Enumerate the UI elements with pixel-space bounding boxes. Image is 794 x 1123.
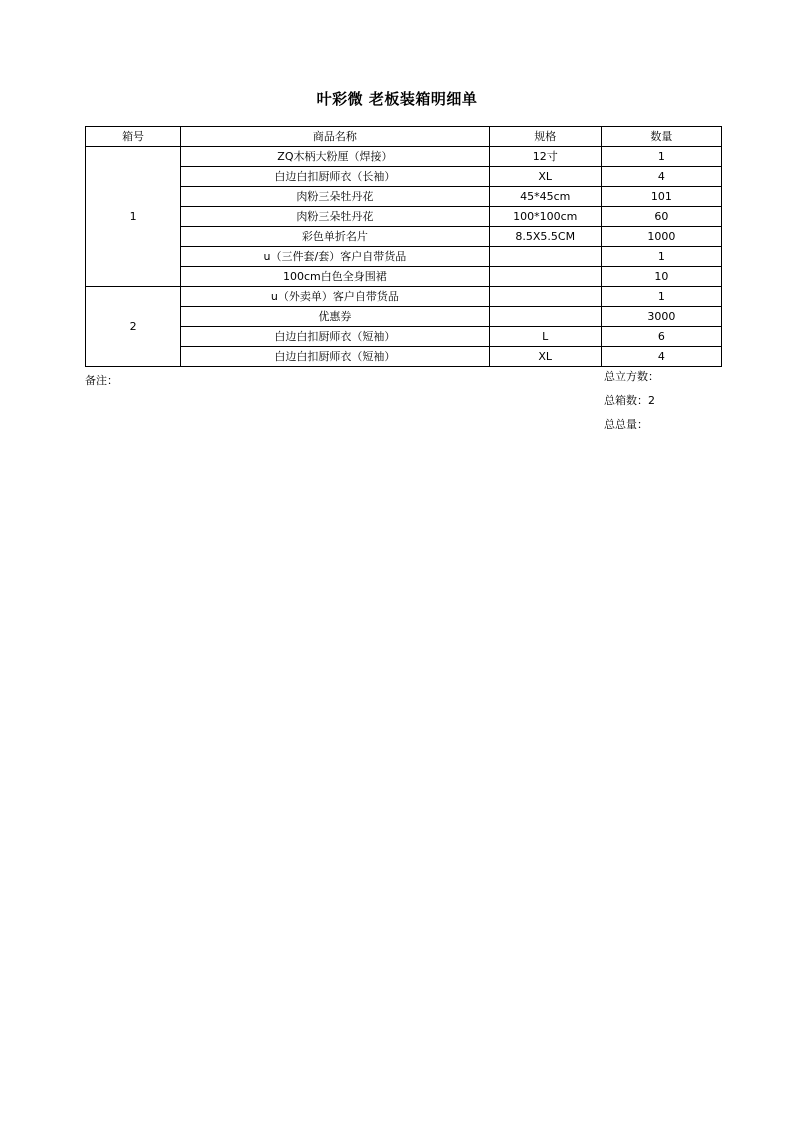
- quantity-cell: 1: [601, 247, 721, 267]
- packing-list-table: [85, 126, 722, 367]
- quantity-cell: 1: [601, 287, 721, 307]
- spec-cell: 100*100cm: [489, 207, 601, 227]
- product-name-cell: 白边白扣厨师衣（长袖）: [181, 167, 489, 187]
- spec-cell: XL: [489, 167, 601, 187]
- product-name-cell: 优惠券: [181, 307, 489, 327]
- product-name-cell: 彩色单折名片: [181, 227, 489, 247]
- table-header-row: [86, 127, 722, 147]
- quantity-cell: 4: [601, 167, 721, 187]
- product-name-cell: ZQ木柄大粉厘（焊接）: [181, 147, 489, 167]
- table-row: [86, 347, 722, 367]
- spec-cell: [489, 247, 601, 267]
- spec-cell: XL: [489, 347, 601, 367]
- quantity-cell: 6: [601, 327, 721, 347]
- table-row: [86, 327, 722, 347]
- header-box-no: 箱号: [86, 127, 181, 147]
- product-name-cell: u（三件套/套）客户自带货品: [181, 247, 489, 267]
- quantity-cell: 4: [601, 347, 721, 367]
- quantity-cell: 101: [601, 187, 721, 207]
- spec-cell: 8.5X5.5CM: [489, 227, 601, 247]
- quantity-cell: 3000: [601, 307, 721, 327]
- spec-cell: 45*45cm: [489, 187, 601, 207]
- spec-cell: [489, 267, 601, 287]
- spec-cell: [489, 287, 601, 307]
- product-name-cell: u（外卖单）客户自带货品: [181, 287, 489, 307]
- product-name-cell: 100cm白色全身围裙: [181, 267, 489, 287]
- total-boxes: 总箱数：2: [604, 394, 655, 407]
- table-row: [86, 227, 722, 247]
- product-name-cell: 肉粉三朵牡丹花: [181, 187, 489, 207]
- document-title: 叶彩微 老板装箱明细单: [316, 90, 478, 108]
- table-row: [86, 147, 722, 167]
- quantity-cell: 60: [601, 207, 721, 227]
- spec-cell: 12寸: [489, 147, 601, 167]
- total-volume: 总立方数：: [604, 370, 659, 383]
- header-spec: 规格: [489, 127, 601, 147]
- quantity-cell: 1: [601, 147, 721, 167]
- spec-cell: L: [489, 327, 601, 347]
- product-name-cell: 肉粉三朵牡丹花: [181, 207, 489, 227]
- product-name-cell: 白边白扣厨师衣（短袖）: [181, 327, 489, 347]
- remarks-label: 备注：: [85, 374, 118, 387]
- table-row: [86, 267, 722, 287]
- quantity-cell: 1000: [601, 227, 721, 247]
- box-number-cell: 1: [86, 147, 181, 287]
- table-row: [86, 307, 722, 327]
- product-name-cell: 白边白扣厨师衣（短袖）: [181, 347, 489, 367]
- quantity-cell: 10: [601, 267, 721, 287]
- box-number-cell: 2: [86, 287, 181, 367]
- header-product-name: 商品名称: [181, 127, 489, 147]
- table-row: [86, 167, 722, 187]
- spec-cell: [489, 307, 601, 327]
- table-row: [86, 247, 722, 267]
- table-row: [86, 207, 722, 227]
- totals-summary: [604, 370, 659, 442]
- header-quantity: 数量: [601, 127, 721, 147]
- total-weight: 总总量：: [604, 418, 648, 431]
- table-row: [86, 187, 722, 207]
- table-row: [86, 287, 722, 307]
